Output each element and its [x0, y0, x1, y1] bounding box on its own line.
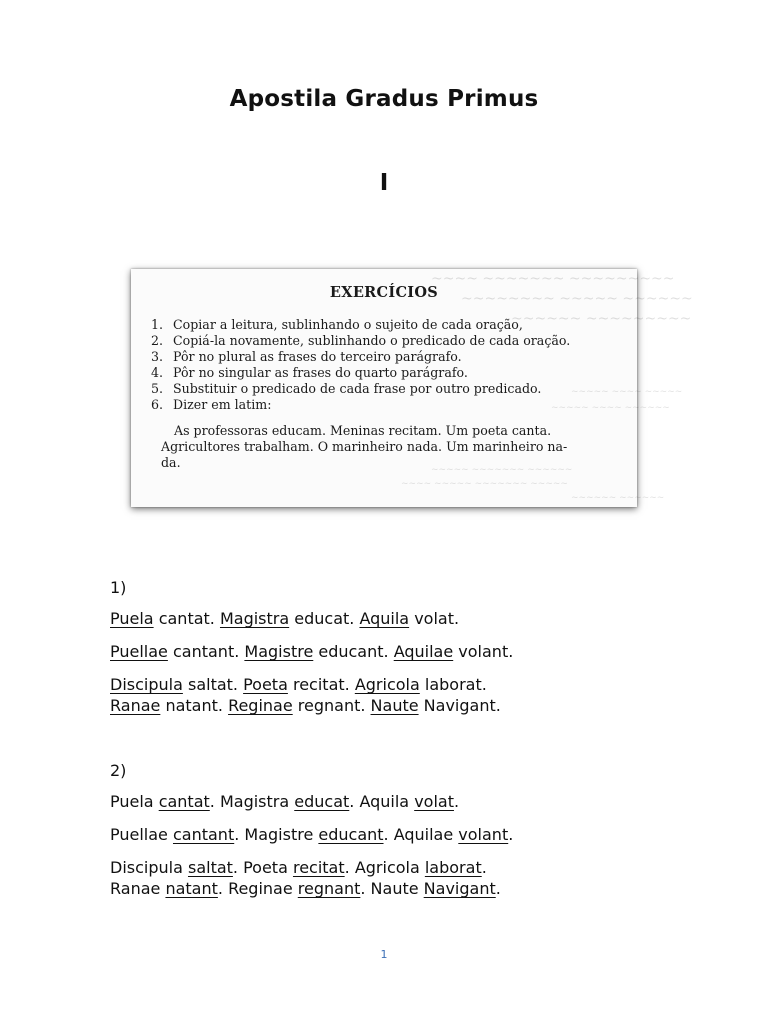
text-segment: recitat. [287, 675, 355, 694]
text-segment: . Agricola [344, 858, 425, 877]
underlined-word: Poeta [243, 675, 288, 694]
answer-part2-label: 2) [110, 761, 127, 780]
text-segment: Puela [110, 792, 159, 811]
exercise-heading: EXERCÍCIOS [329, 284, 439, 301]
section-numeral: I [379, 170, 389, 196]
bleed-through-text: ~~~~~~~~ ~~~~~ ~~~~~~ [461, 291, 693, 307]
underlined-word: cantat [158, 792, 210, 811]
underlined-word: educat [294, 792, 350, 811]
text-segment: . [453, 792, 460, 811]
latin-line: As professoras educam. Meninas recitam. Um poeta canta. [174, 423, 552, 438]
text-segment: Ranae [110, 879, 166, 898]
text-segment: volant. [453, 642, 514, 661]
underlined-word: Naute [370, 696, 419, 715]
answer-line [110, 824, 513, 846]
answer-part1-label: 1) [110, 578, 127, 597]
text-segment: cantant. [167, 642, 245, 661]
text-segment: laborat. [419, 675, 487, 694]
text-segment: Discipula [110, 858, 188, 877]
text-segment: saltat. [182, 675, 244, 694]
underlined-word: Puela [110, 609, 154, 628]
exercise-item-number: 5. [151, 381, 164, 396]
underlined-word: Agricola [354, 675, 420, 694]
underlined-word: cantant [172, 825, 235, 844]
document-title: Apostila Gradus Primus [229, 86, 539, 112]
answer-line [110, 608, 459, 630]
text-segment: . Reginae [217, 879, 298, 898]
text-segment: regnant. [292, 696, 371, 715]
text-segment: . [495, 879, 501, 898]
answer-line [110, 641, 513, 663]
underlined-word: saltat [187, 858, 233, 877]
text-segment: natant. [160, 696, 229, 715]
bleed-through-text: ~~~~~ ~~~~~~~ ~~~~~~ [431, 465, 573, 475]
answer-line [110, 878, 501, 900]
underlined-word: Magistra [219, 609, 290, 628]
text-segment: . Magistra [209, 792, 295, 811]
bleed-through-text: ~~~~ ~~~~~~~ ~~~~~~~~~ [431, 271, 675, 287]
answer-line [110, 791, 459, 813]
exercise-item-text: Pôr no singular as frases do quarto parágrafo. [173, 365, 468, 380]
bleed-through-text: ~~~~ ~~~~~ ~~~~~~~ ~~~~~ [401, 479, 568, 489]
latin-exercise-text [161, 423, 567, 471]
underlined-word: educant [318, 825, 384, 844]
bleed-through-text: ~~~~~~ ~~~~~~~~~ [511, 311, 692, 327]
text-segment: educant. [313, 642, 394, 661]
bleed-through-text: ~~~~~~ ~~~~~~ [571, 493, 665, 503]
exercise-scan-image [131, 269, 693, 507]
exercise-item [151, 349, 570, 365]
underlined-word: volat [414, 792, 454, 811]
exercise-item-text: Copiar a leitura, sublinhando o sujeito de cada oração, [173, 317, 523, 332]
text-segment: . Aquila [349, 792, 415, 811]
text-segment: . [508, 825, 514, 844]
exercise-item-text: Copiá-la novamente, sublinhando o predicado de cada oração. [173, 333, 571, 348]
exercise-item [151, 317, 570, 333]
exercise-item-number: 2. [151, 333, 164, 348]
exercise-item [151, 381, 570, 397]
underlined-word: natant [165, 879, 218, 898]
bleed-through-text: ~~~~~ ~~~~ ~~~~~ [571, 387, 683, 397]
text-segment: cantat. [153, 609, 220, 628]
underlined-word: Puellae [110, 642, 168, 661]
text-segment: Navigant. [418, 696, 501, 715]
text-segment: . Naute [360, 879, 424, 898]
exercise-item-number: 3. [151, 349, 164, 364]
page-number: 1 [380, 948, 388, 961]
underlined-word: Aquila [359, 609, 410, 628]
underlined-word: Reginae [228, 696, 293, 715]
exercise-item-number: 6. [151, 397, 164, 412]
text-segment: . Magistre [234, 825, 319, 844]
text-segment: Puellae [110, 825, 173, 844]
text-segment: . Poeta [232, 858, 293, 877]
exercise-list [151, 317, 570, 413]
exercise-item-text: Substituir o predicado de cada frase por outro predicado. [173, 381, 542, 396]
exercise-item [151, 365, 570, 381]
exercise-item-number: 4. [151, 365, 164, 380]
bleed-through-text: ~~~~~ ~~~~ ~~~~~~ [551, 403, 670, 413]
latin-line: Agricultores trabalham. O marinheiro nada. Um marinheiro na- [161, 439, 568, 454]
exercise-item [151, 397, 570, 413]
underlined-word: Navigant [423, 879, 496, 898]
answer-line [110, 695, 501, 717]
latin-line: da. [161, 455, 181, 470]
exercise-item-text: Dizer em latim: [173, 397, 272, 412]
underlined-word: Ranae [110, 696, 161, 715]
answer-line [110, 674, 487, 696]
exercise-item [151, 333, 570, 349]
underlined-word: volant [458, 825, 509, 844]
text-segment: volat. [409, 609, 460, 628]
underlined-word: Aquilae [393, 642, 454, 661]
underlined-word: recitat [292, 858, 345, 877]
underlined-word: regnant [297, 879, 361, 898]
answer-line [110, 857, 487, 879]
underlined-word: Magistre [244, 642, 314, 661]
text-segment: educat. [289, 609, 360, 628]
underlined-word: Discipula [110, 675, 183, 694]
text-segment: . [481, 858, 487, 877]
text-segment: . Aquilae [383, 825, 459, 844]
exercise-item-text: Pôr no plural as frases do terceiro parágrafo. [173, 349, 462, 364]
exercise-item-number: 1. [151, 317, 164, 332]
underlined-word: laborat [424, 858, 482, 877]
